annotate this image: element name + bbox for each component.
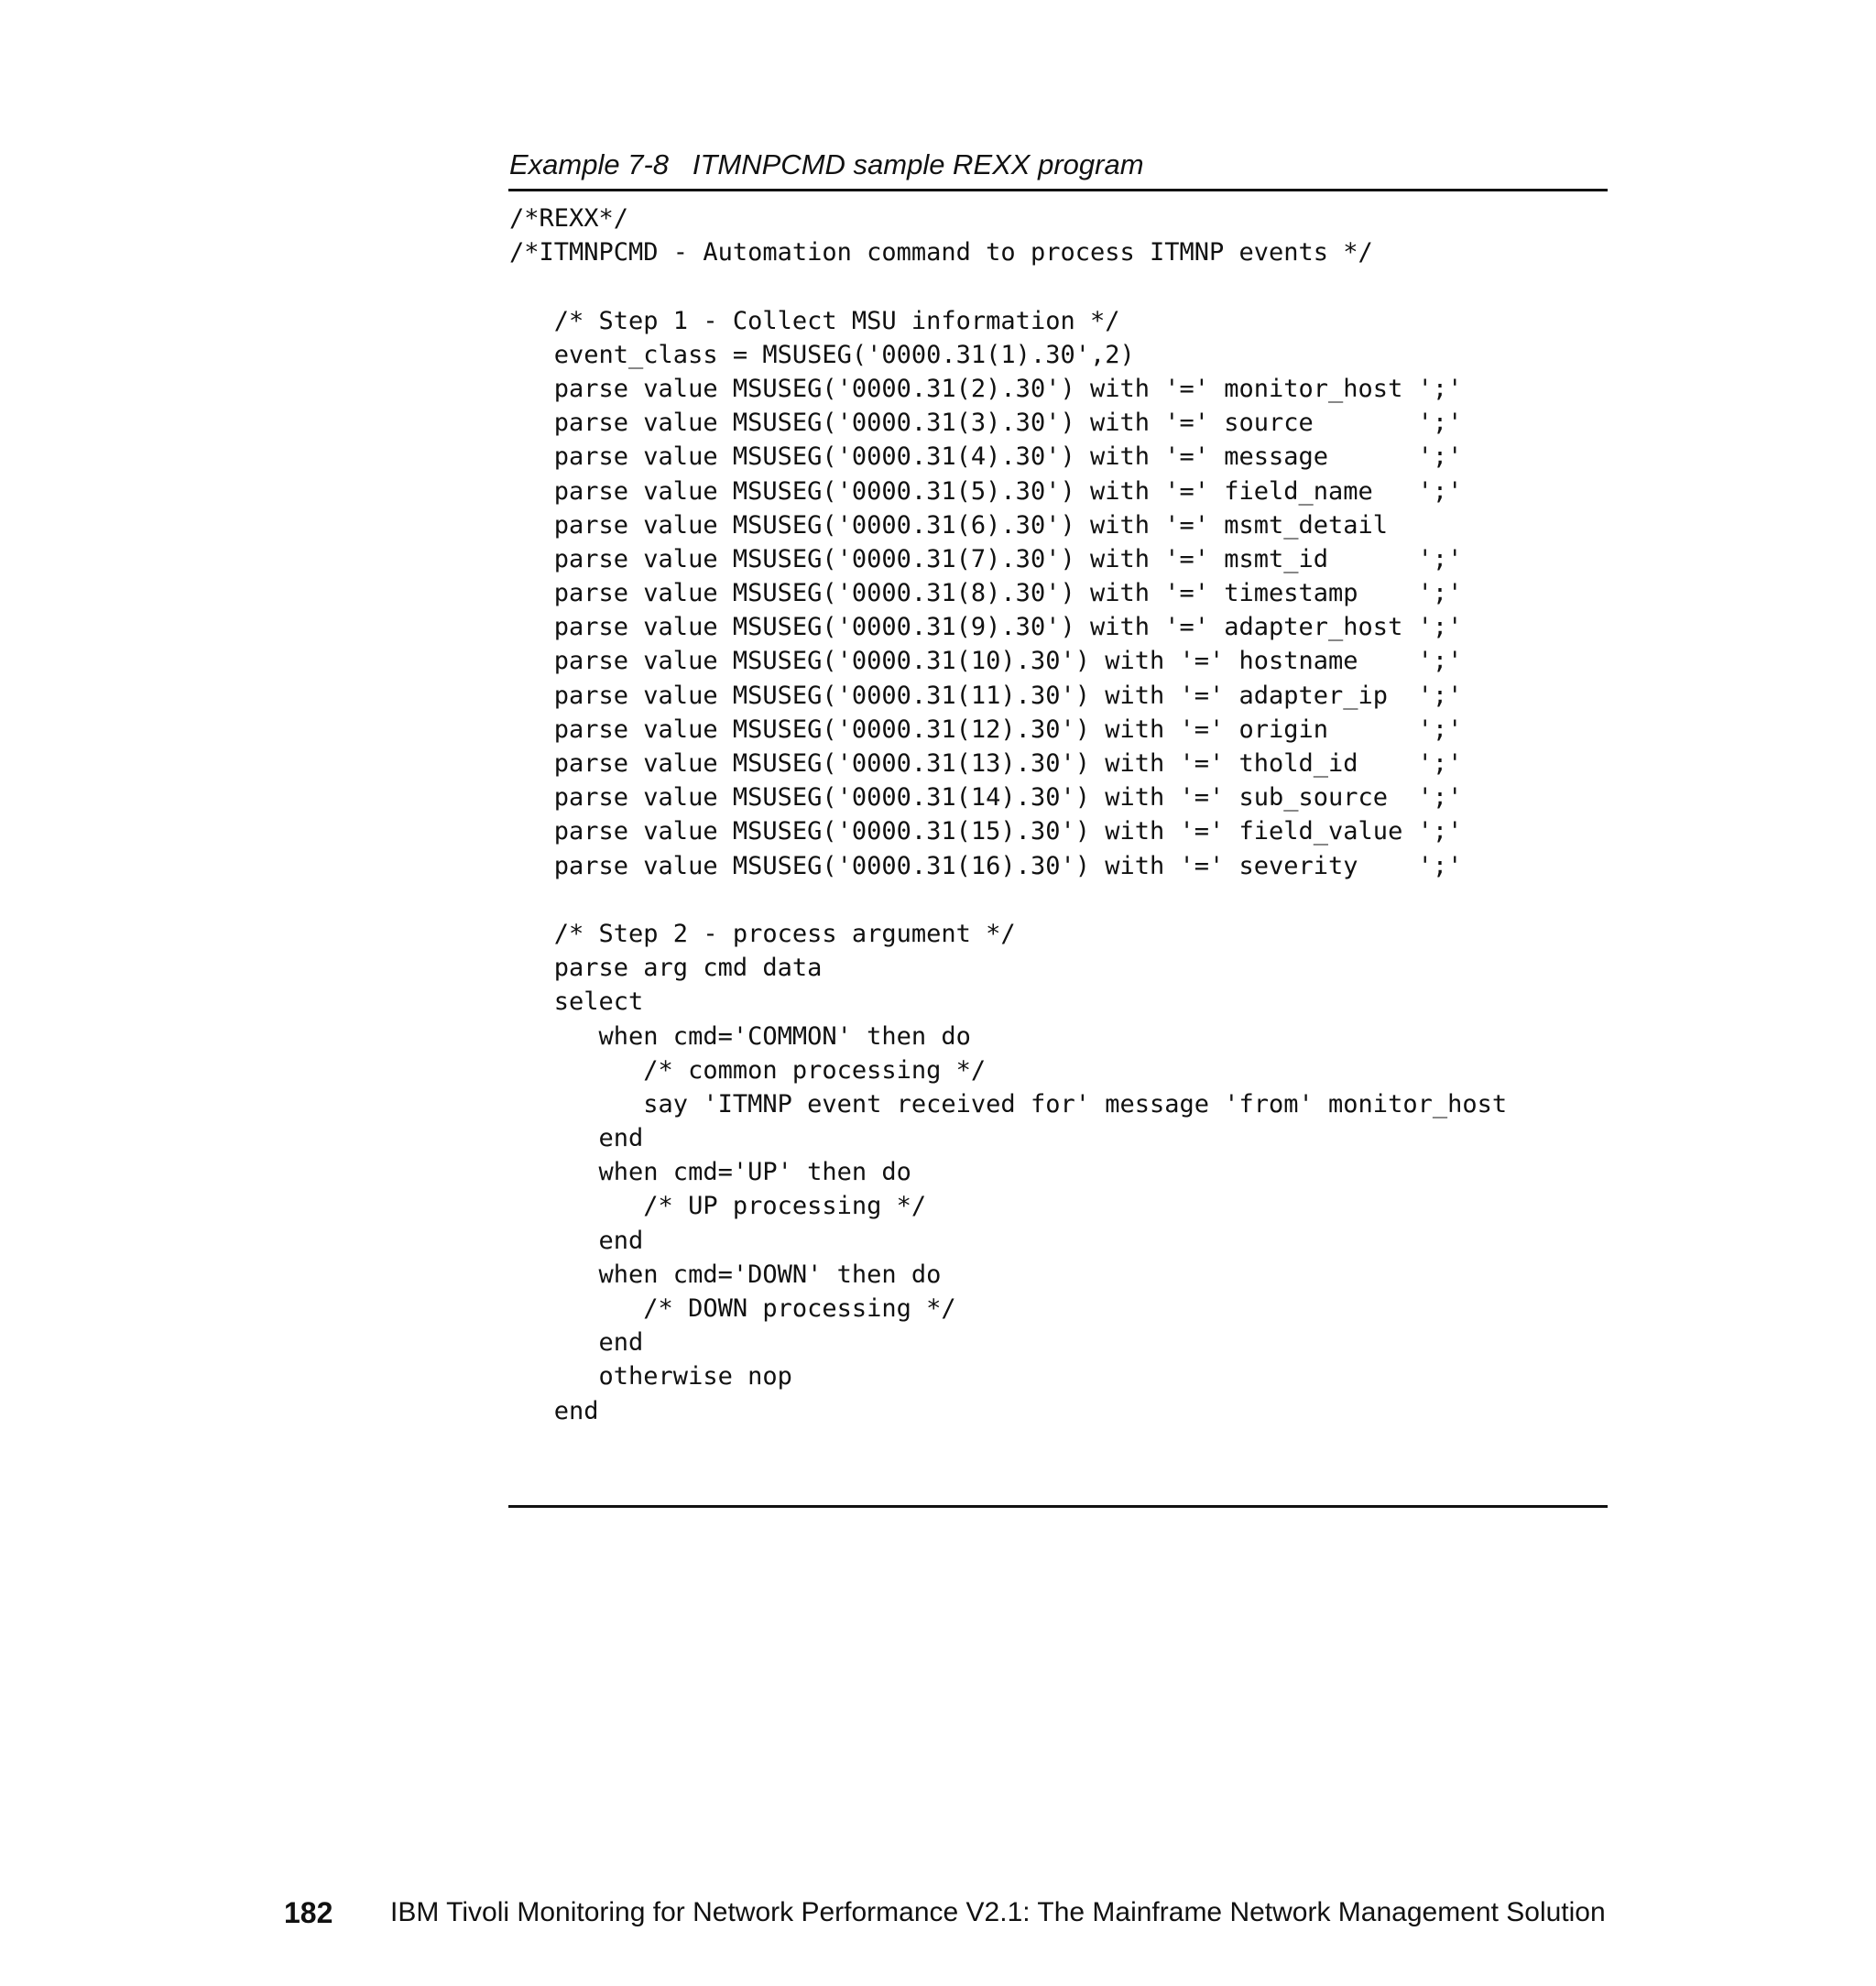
example-caption: Example 7-8 ITMNPCMD sample REXX program (509, 148, 1144, 180)
code-line: when cmd='DOWN' then do (509, 1260, 942, 1289)
code-line: /* UP processing */ (509, 1192, 927, 1221)
code-line: /*REXX*/ (509, 204, 629, 233)
code-line: parse value MSUSEG('0000.31(7).30') with '=' msmt_id ';' (509, 544, 1463, 573)
code-line: parse value MSUSEG('0000.31(11).30') with '=' adapter_ip ';' (509, 681, 1463, 710)
code-line: parse value MSUSEG('0000.31(13).30') with '=' thold_id ';' (509, 749, 1463, 778)
code-line: end (509, 1124, 644, 1153)
code-line: parse value MSUSEG('0000.31(4).30') with '=' message ';' (509, 442, 1463, 472)
code-line: parse value MSUSEG('0000.31(5).30') with '=' field_name ';' (509, 476, 1463, 506)
code-line: parse value MSUSEG('0000.31(3).30') with '=' source ';' (509, 409, 1463, 438)
page-number: 182 (284, 1896, 333, 1929)
code-line: select (509, 988, 644, 1017)
code-line: say 'ITMNP event received for' message 'from' monitor_host (509, 1089, 1508, 1118)
code-line: parse arg cmd data (509, 954, 823, 983)
code-line (509, 269, 1507, 303)
code-line: parse value MSUSEG('0000.31(2).30') with '=' monitor_host ';' (509, 374, 1463, 403)
code-line: parse value MSUSEG('0000.31(6).30') with '=' msmt_detail (509, 510, 1389, 540)
code-line: /* Step 2 - process argument */ (509, 919, 1016, 948)
code-line: parse value MSUSEG('0000.31(12).30') with '=' origin ';' (509, 715, 1463, 744)
code-line: otherwise nop (509, 1362, 792, 1391)
code-listing (509, 202, 1507, 1462)
code-line: end (509, 1328, 644, 1358)
code-line: /* common processing */ (509, 1055, 987, 1085)
top-rule (508, 189, 1608, 191)
code-line: parse value MSUSEG('0000.31(14).30') with '=' sub_source ';' (509, 783, 1463, 813)
code-line (509, 883, 1507, 917)
bottom-rule (508, 1505, 1608, 1508)
code-line: parse value MSUSEG('0000.31(8).30') with '=' timestamp ';' (509, 579, 1463, 608)
code-line: /* Step 1 - Collect MSU information */ (509, 306, 1120, 335)
code-line (509, 1428, 1507, 1462)
code-line: end (509, 1396, 599, 1425)
code-line: event_class = MSUSEG('0000.31(1).30',2) (509, 340, 1135, 369)
code-line: parse value MSUSEG('0000.31(15).30') with '=' field_value ';' (509, 817, 1463, 846)
code-line: /* DOWN processing */ (509, 1294, 956, 1323)
code-line: parse value MSUSEG('0000.31(10).30') with '=' hostname ';' (509, 647, 1463, 676)
book-title: IBM Tivoli Monitoring for Network Performance V2.1: The Mainframe Network Management Solution (390, 1897, 1606, 1927)
code-line: when cmd='UP' then do (509, 1158, 911, 1187)
code-line: parse value MSUSEG('0000.31(16).30') with '=' severity ';' (509, 851, 1463, 880)
code-line: /*ITMNPCMD - Automation command to process ITMNP events */ (509, 238, 1373, 267)
code-line: when cmd='COMMON' then do (509, 1021, 971, 1051)
code-line: parse value MSUSEG('0000.31(9).30') with '=' adapter_host ';' (509, 613, 1463, 642)
code-line: end (509, 1226, 644, 1255)
